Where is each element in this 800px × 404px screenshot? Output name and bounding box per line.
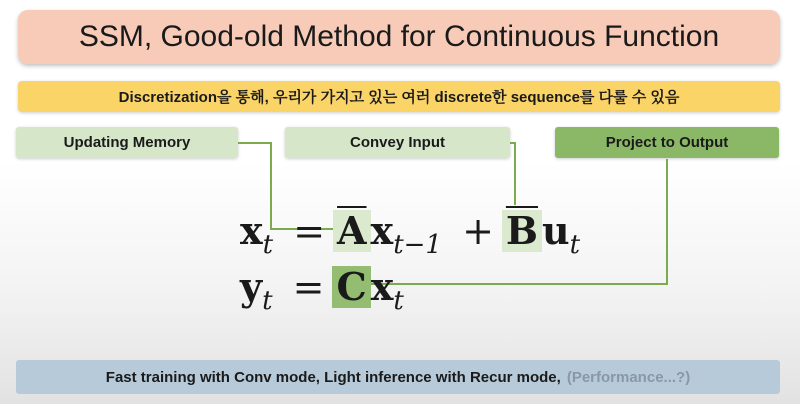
discretization-banner: Discretization을 통해, 우리가 가지고 있는 여러 discrete한 sequence를 다룰 수 있음 bbox=[18, 81, 780, 112]
matrix-b-bar: $\overline{B}$ bbox=[502, 210, 542, 252]
eq1-u-sub: t bbox=[569, 230, 581, 260]
eq2-x: x bbox=[370, 264, 394, 309]
eq2-y-sub: t bbox=[262, 286, 273, 316]
footer-banner bbox=[16, 360, 780, 394]
eq1-x: x bbox=[240, 208, 263, 253]
eq2-equals: = bbox=[292, 265, 325, 309]
eq1-equals: = bbox=[293, 209, 326, 253]
label-project-to-output: Project to Output bbox=[555, 127, 779, 158]
footer-muted-text: (Performance...?) bbox=[566, 368, 691, 386]
eq2-x-sub: t bbox=[393, 286, 404, 316]
connector-convey-input bbox=[510, 143, 515, 205]
matrix-c: C bbox=[332, 266, 370, 308]
output-equation bbox=[240, 264, 404, 316]
eq1-x-prev-sub: t−1 bbox=[393, 230, 442, 260]
state-equation bbox=[240, 208, 581, 260]
eq1-u: u bbox=[542, 208, 570, 253]
label-updating-memory: Updating Memory bbox=[16, 127, 238, 158]
eq2-y: y bbox=[240, 264, 263, 309]
slide-title: SSM, Good-old Method for Continuous Function bbox=[18, 10, 780, 64]
eq1-x-sub: t bbox=[262, 230, 274, 260]
footer-main-text: Fast training with Conv mode, Light inference with Recur mode, bbox=[105, 368, 561, 386]
eq1-x-prev: x bbox=[370, 208, 394, 253]
eq1-plus: + bbox=[462, 209, 494, 253]
matrix-a-bar: $\overline{A}$ bbox=[333, 210, 370, 252]
label-convey-input: Convey Input bbox=[285, 127, 510, 158]
